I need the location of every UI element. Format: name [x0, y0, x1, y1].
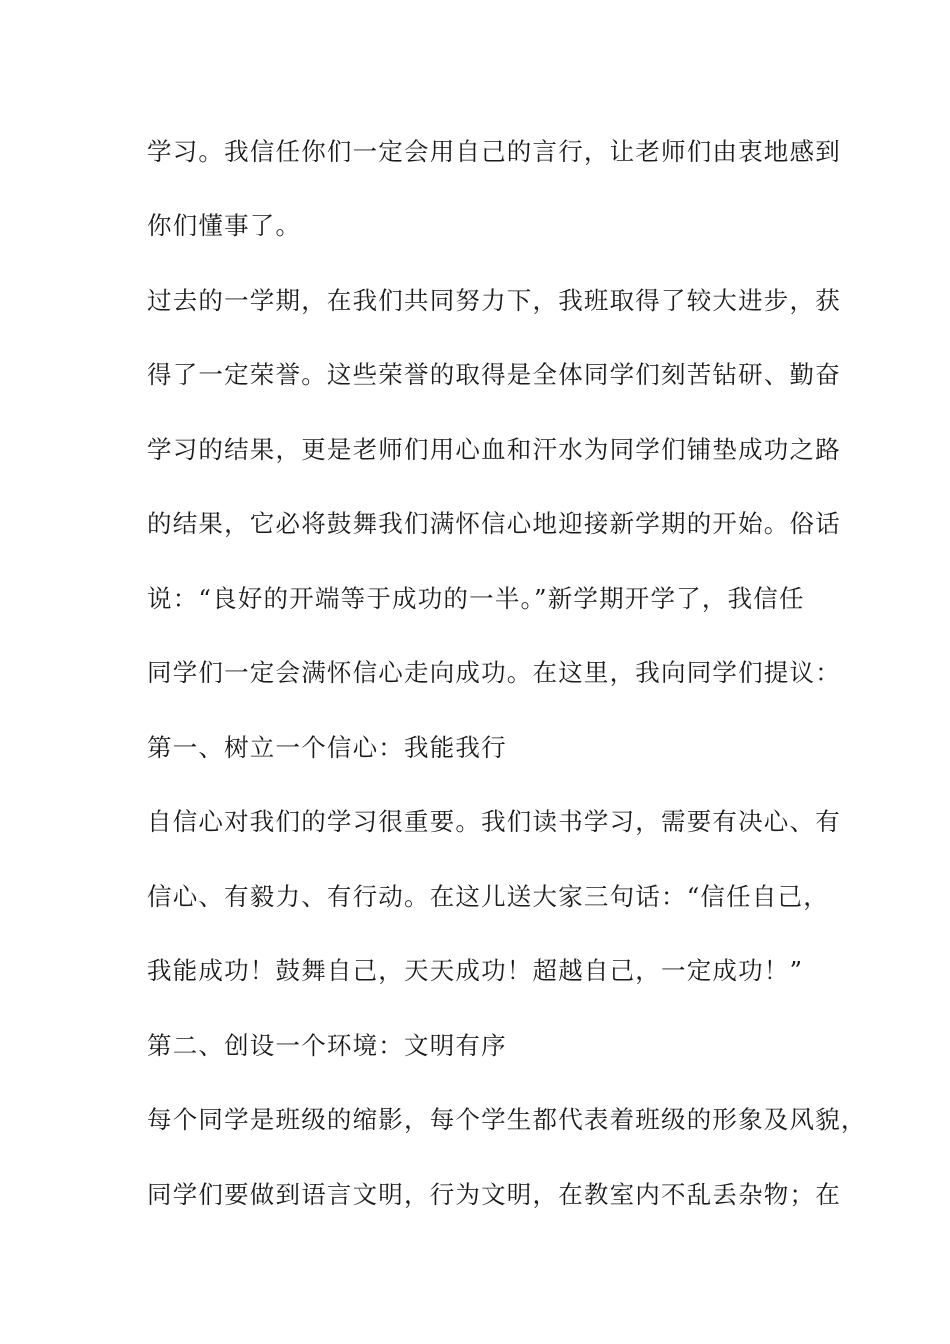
text-line: 同学们一定会满怀信心走向成功。在这里，我向同学们提议：: [147, 658, 841, 687]
text-line: 说：“良好的开端等于成功的一半。”新学期开学了，我信任: [147, 584, 805, 613]
text-line: 每个同学是班级的缩影，每个学生都代表着班级的形象及风貌，: [147, 1105, 867, 1134]
text-line: 我能成功！鼓舞自己，天天成功！超越自己，一定成功！”: [147, 956, 804, 985]
text-line: 信心、有毅力、有行动。在这儿送大家三句话：“信任自己，: [147, 882, 829, 911]
section-heading: 第一、树立一个信心：我能我行: [147, 733, 507, 762]
text-line: 学习的结果，更是老师们用心血和汗水为同学们铺垫成功之路: [147, 435, 841, 464]
text-line: 得了一定荣誉。这些荣誉的取得是全体同学们刻苦钻研、勤奋: [147, 360, 841, 389]
section-heading: 第二、创设一个环境：文明有序: [147, 1031, 507, 1060]
text-line: 同学们要做到语言文明，行为文明，在教室内不乱丢杂物；在: [147, 1180, 841, 1209]
text-line: 过去的一学期，在我们共同努力下，我班取得了较大进步，获: [147, 286, 841, 315]
text-line: 学习。我信任你们一定会用自己的言行，让老师们由衷地感到: [147, 137, 841, 166]
text-line: 的结果，它必将鼓舞我们满怀信心地迎接新学期的开始。俗话: [147, 509, 841, 538]
text-line: 你们懂事了。: [147, 211, 302, 240]
text-line: 自信心对我们的学习很重要。我们读书学习，需要有决心、有: [147, 807, 841, 836]
